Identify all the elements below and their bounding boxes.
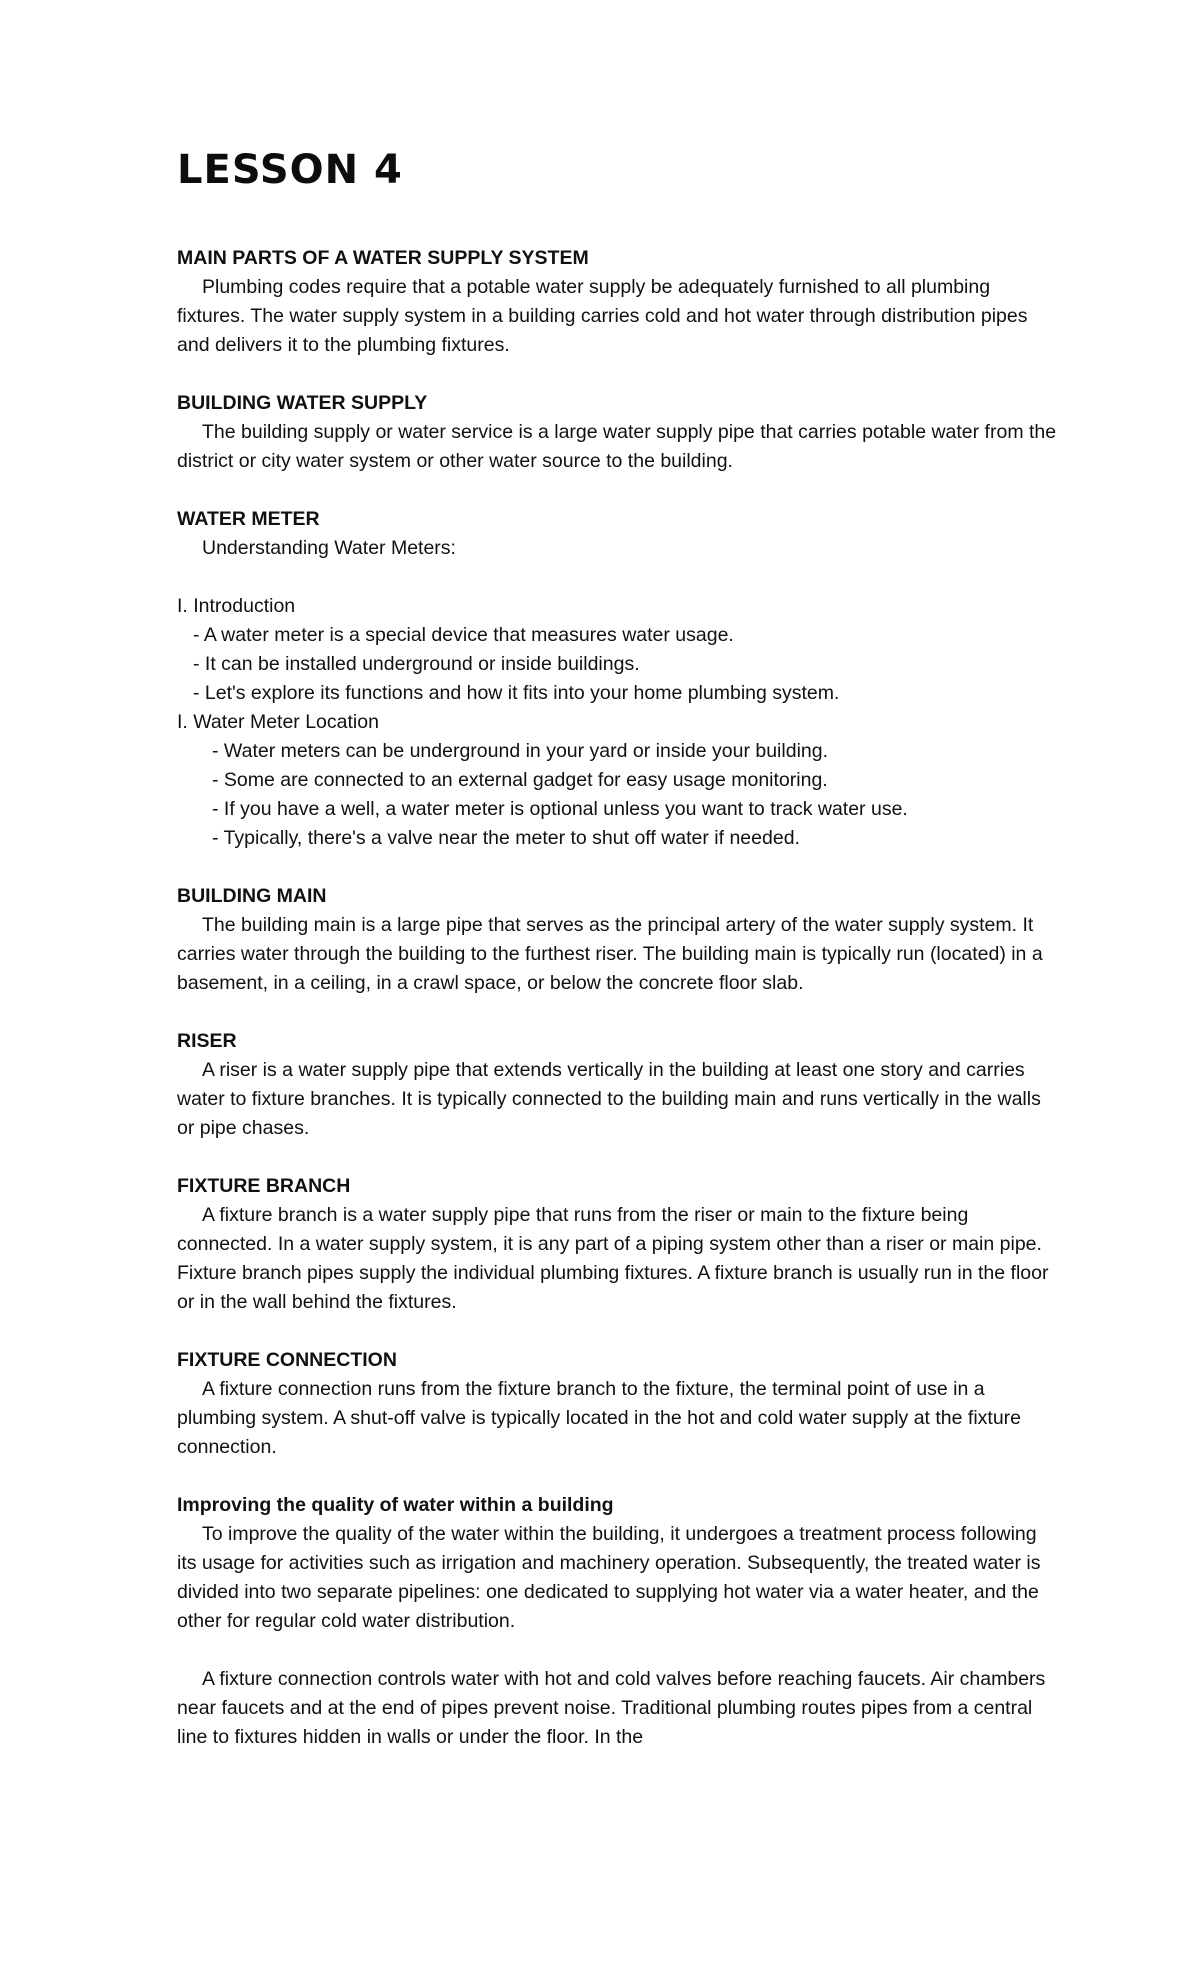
list-item: - A water meter is a special device that measures water usage. <box>193 624 734 646</box>
section-riser <box>177 1027 1057 1143</box>
section-heading: MAIN PARTS OF A WATER SUPPLY SYSTEM <box>177 247 589 269</box>
section-body: A riser is a water supply pipe that extends vertically in the building at least one story and carries water to fixture branches. It is typically connected to the building main and runs vertically in the walls or pipe chases. <box>177 1059 1041 1139</box>
section-heading: BUILDING WATER SUPPLY <box>177 392 428 414</box>
section-body: The building supply or water service is a large water supply pipe that carries potable water from the district or city water system or other water source to the building. <box>177 421 1057 472</box>
section-building-main <box>177 882 1057 998</box>
section-body: The building main is a large pipe that serves as the principal artery of the water supply system. It carries water through the building to the furthest riser. The building main is typically run (located) in a basement, in a ceiling, in a crawl space, or below the concrete floor slab. <box>177 914 1043 994</box>
lesson-title: LESSON 4 <box>177 147 403 193</box>
section-heading: WATER METER <box>177 508 320 530</box>
introduction-list <box>177 592 1057 708</box>
section-heading: Improving the quality of water within a building <box>177 1494 614 1516</box>
section-fixture-connection <box>177 1346 1057 1462</box>
section-heading: FIXTURE CONNECTION <box>177 1349 397 1371</box>
list-item: - Some are connected to an external gadget for easy usage monitoring. <box>212 769 828 791</box>
section-intro: Understanding Water Meters: <box>202 537 456 559</box>
section-body: A fixture connection runs from the fixture branch to the fixture, the terminal point of use in a plumbing system. A shut-off valve is typically located in the hot and cold water supply at the fixture connection. <box>177 1378 1022 1458</box>
list-item: - It can be installed underground or inside buildings. <box>193 653 640 675</box>
list-item: - Typically, there's a valve near the meter to shut off water if needed. <box>212 827 800 849</box>
location-list <box>177 708 1057 853</box>
section-body-continued: A fixture connection controls water with hot and cold valves before reaching faucets. Air chambers near faucets and at the end of pipes prevent noise. Traditional plumbing routes pipes from a central line to fixtures hidden in walls or under the floor. In the <box>177 1668 1046 1748</box>
section-fixture-branch <box>177 1172 1057 1317</box>
section-body: To improve the quality of the water within the building, it undergoes a treatment process following its usage for activities such as irrigation and machinery operation. Subsequently, the treated water is divided into two separate pipelines: one dedicated to supplying hot water via a water heater, and the other for regular cold water distribution. <box>177 1523 1041 1632</box>
list-title: I. Introduction <box>177 595 296 617</box>
list-item: - Water meters can be underground in your yard or inside your building. <box>212 740 829 762</box>
section-improving-quality <box>177 1491 1057 1752</box>
section-heading: FIXTURE BRANCH <box>177 1175 351 1197</box>
section-building-water-supply <box>177 389 1057 476</box>
list-item: - If you have a well, a water meter is optional unless you want to track water use. <box>212 798 908 820</box>
section-body: Plumbing codes require that a potable water supply be adequately furnished to all plumbing fixtures. The water supply system in a building carries cold and hot water through distribution pipes and delivers it to the plumbing fixtures. <box>177 276 1028 356</box>
section-heading: BUILDING MAIN <box>177 885 327 907</box>
list-item: - Let's explore its functions and how it fits into your home plumbing system. <box>193 682 840 704</box>
spacer <box>177 1636 1057 1665</box>
section-heading: RISER <box>177 1030 237 1052</box>
section-body: A fixture branch is a water supply pipe that runs from the riser or main to the fixture being connected. In a water supply system, it is any part of a piping system other than a riser or main pipe. Fixture branch pipes supply the individual plumbing fixtures. A fixture branch is usually run in the floor or in the wall behind the fixtures. <box>177 1204 1049 1313</box>
section-main-parts <box>177 244 1057 360</box>
section-water-meter <box>177 505 1057 853</box>
document-content <box>177 146 1057 1781</box>
list-title: I. Water Meter Location <box>177 711 379 733</box>
spacer <box>177 563 1057 592</box>
